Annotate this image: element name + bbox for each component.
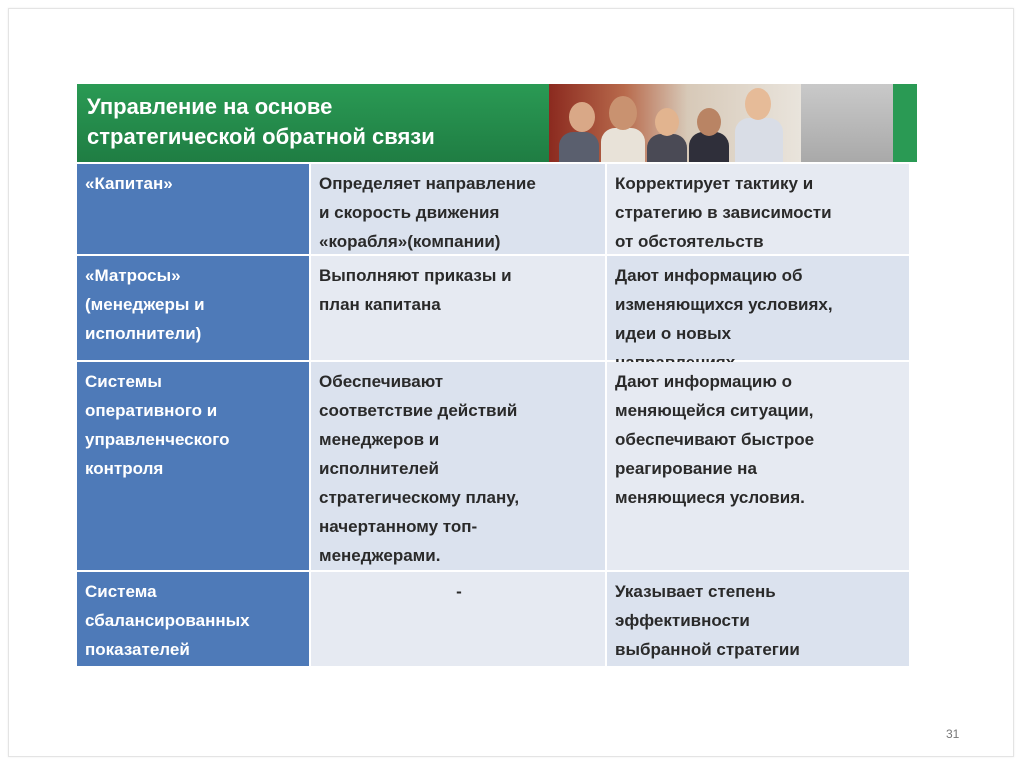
person-head — [745, 88, 771, 120]
table-row — [77, 362, 909, 572]
people-photo — [549, 84, 801, 162]
table-cell: Дают информацию о меняющейся ситуации, обеспечивают быстрое реагирование на меняющиеся условия. — [607, 362, 909, 570]
table-cell: Выполняют приказы и план капитана — [311, 256, 607, 360]
title-band — [77, 84, 557, 162]
person-head — [697, 108, 721, 136]
row-role-cell: Система сбалансированных показателей — [77, 572, 311, 666]
table-row — [77, 572, 909, 668]
comparison-table — [77, 164, 909, 668]
person-body — [601, 128, 645, 162]
slide — [77, 84, 917, 666]
header-decoration — [801, 84, 893, 162]
header-accent — [893, 84, 917, 162]
person-body — [647, 134, 687, 162]
table-cell: - — [311, 572, 607, 666]
table-cell: Корректирует тактику и стратегию в зависимости от обстоятельств — [607, 164, 909, 254]
page-number: 31 — [946, 727, 960, 741]
row-role-cell: «Капитан» — [77, 164, 311, 254]
slide-title: Управление на основе стратегической обратной связи — [87, 94, 435, 149]
person-head — [569, 102, 595, 132]
person-body — [689, 132, 729, 162]
table-cell: Определяет направление и скорость движения «корабля»(компании) — [311, 164, 607, 254]
person-head — [655, 108, 679, 136]
person-body — [559, 132, 599, 162]
row-role-cell: «Матросы» (менеджеры и исполнители) — [77, 256, 311, 360]
row-role-cell: Системы оперативного и управленческого контроля — [77, 362, 311, 570]
table-cell: Обеспечивают соответствие действий менеджеров и исполнителей стратегическому плану, начертанному топ- менеджерами. — [311, 362, 607, 570]
person-head — [609, 96, 637, 130]
table-cell: Указывает степень эффективности выбранной стратегии — [607, 572, 909, 666]
table-cell: Дают информацию об изменяющихся условиях, идеи о новых — [607, 256, 909, 360]
table-row — [77, 256, 909, 362]
table-row — [77, 164, 909, 256]
slide-header — [77, 84, 917, 162]
person-body — [735, 118, 783, 162]
